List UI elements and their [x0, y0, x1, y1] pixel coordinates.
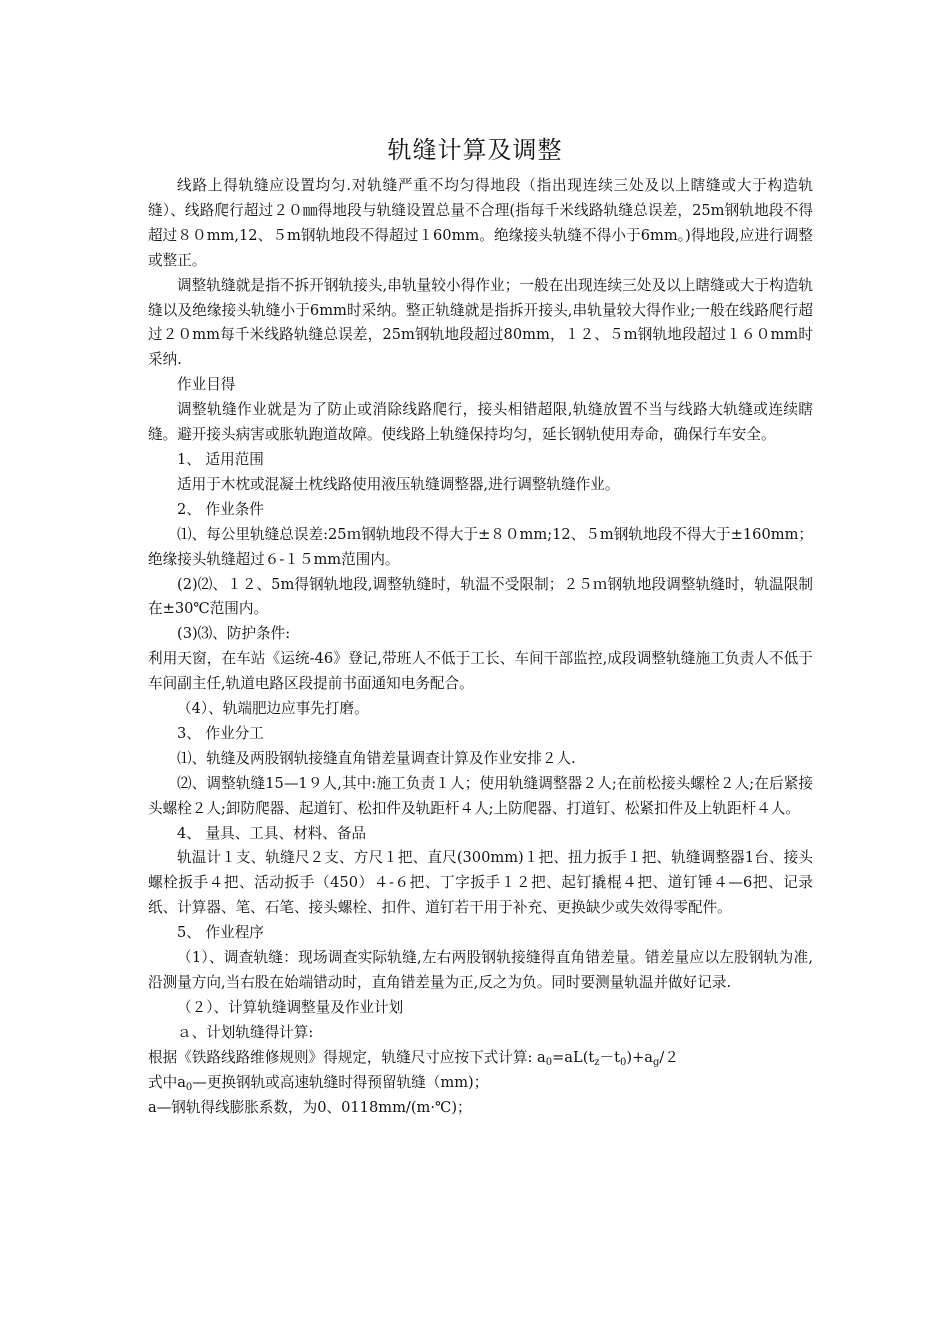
paragraph-procedure-1: （1）、调查轨缝：现场调查实际轨缝,左右两股钢轨接缝得直角错差量。错差量应以左股钢轨为准,沿测量方向,当右股在始端错动时，直角错差量为正,反之为负。同时要测量轨温并做好记录. [148, 949, 813, 991]
heading-scope: 1、 适用范围 [177, 450, 264, 468]
paragraph-intro: 线路上得轨缝应设置均匀.对轨缝严重不均匀得地段（指出现连续三处及以上瞎缝或大于构造轨缝）、线路爬行超过２０㎜得地段与轨缝设置总量不合理(指每千米线路轨缝总误差，25m钢轨地段不得超过８０mm,12、５m钢轨地段不得超过１60mm。绝缘接头轨缝不得小于6mm。)得地段,应进行调整或整正。 [148, 177, 813, 269]
paragraph-procedure-2: （２）、计算轨缝调整量及作业计划 [177, 998, 404, 1016]
document-body [148, 174, 813, 1120]
paragraph-protection: 利用天窗，在车站《运统-46》登记,带班人不低于工长、车间干部监控,成段调整轨缝施工负责人不低于车间副主任,轨道电路区段提前书面通知电务配合。 [148, 650, 813, 693]
heading-conditions: 2、 作业条件 [177, 500, 264, 518]
paragraph-condition-4: （4）、轨端肥边应事先打磨。 [177, 700, 369, 718]
paragraph-adjust-definition: 调整轨缝就是指不拆开钢轨接头,串轨量较小得作业；一般在出现连续三处及以上瞎缝或大于构造轨缝以及绝缘接头轨缝小于6mm时采纳。整正轨缝就是指拆开接头,串轨量较大得作业;一般在线路爬行超过２０mm每千米线路轨缝总误差，25m钢轨地段超过80mm，１２、５m钢轨地段超过１６０mm时采纳. [148, 276, 813, 369]
paragraph-scope: 适用于木枕或混凝土枕线路使用液压轨缝调整器,进行调整轨缝作业。 [177, 475, 620, 493]
paragraph-purpose: 调整轨缝作业就是为了防止或消除线路爬行，接头相错超限,轨缝放置不当与线路大轨缝或连续瞎缝。避开接头病害或胀轨跑道故障。使线路上轨缝保持均匀，延长钢轨使用寿命，确保行车安全。 [148, 401, 813, 444]
paragraph-division-2: ⑵、调整轨缝15—1９人,其中:施工负责１人；使用轨缝调整器２人;在前松接头螺栓２人;在后紧接头螺栓２人;卸防爬器、起道钉、松扣件及轨距杆４人;上防爬器、打道钉、松紧扣件及上轨距杆４人。 [148, 774, 813, 817]
heading-procedure: 5、 作业程序 [177, 924, 264, 942]
paragraph-condition-2: (2)⑵、１２、5m得钢轨地段,调整轨缝时，轨温不受限制；２５ｍ钢轨地段调整轨缝时，轨温限制在±30℃范围内。 [148, 575, 813, 618]
heading-division: 3、 作业分工 [177, 724, 264, 742]
paragraph-condition-3: (3)⑶、防护条件: [177, 625, 291, 643]
definition-line: 式中$a_0—$更换钢轨或高速轨缝时得预留轨缝（mm)； [148, 1073, 489, 1093]
page-title: 轨缝计算及调整 [387, 136, 563, 164]
heading-tools: 4、 量具、工具、材料、备品 [177, 824, 367, 842]
paragraph-division-1: ⑴、轨缝及两股钢轨接缝直角错差量调查计算及作业安排２人. [177, 749, 576, 767]
paragraph-condition-1: ⑴、每公里轨缝总误差:25ｍ钢轨地段不得大于±８０mm;12、５m钢轨地段不得大于±160mm；绝缘接头轨缝超过６-１５mm范围内。 [148, 525, 813, 568]
paragraph-calc-heading: ａ、计划轨缝得计算: [177, 1023, 314, 1041]
heading-purpose: 作业目得 [177, 376, 236, 394]
paragraph-tools: 轨温计１支、轨缝尺２支、方尺１把、直尺(300mm)１把、扭力扳手１把、轨缝调整器1台、接头螺栓扳手４把、活动扳手（450）４-６把、丁字扳手１２把、起钉撬棍４把、道钉锤４—6把、记录纸、计算器、笔、石笔、接头螺栓、扣件、道钉若干用于补充、更换缺少或失效得零配件。 [148, 849, 813, 917]
alpha-definition-line: a—钢轨得线膨胀系数，为0、0118mm/(m·℃)； [148, 1098, 472, 1116]
formula-line: 根据《铁路线路维修规则》得规定，轨缝尺寸应按下式计算: $a_0=aL(t_z-t_0)+a_g/2$ [148, 1048, 679, 1068]
